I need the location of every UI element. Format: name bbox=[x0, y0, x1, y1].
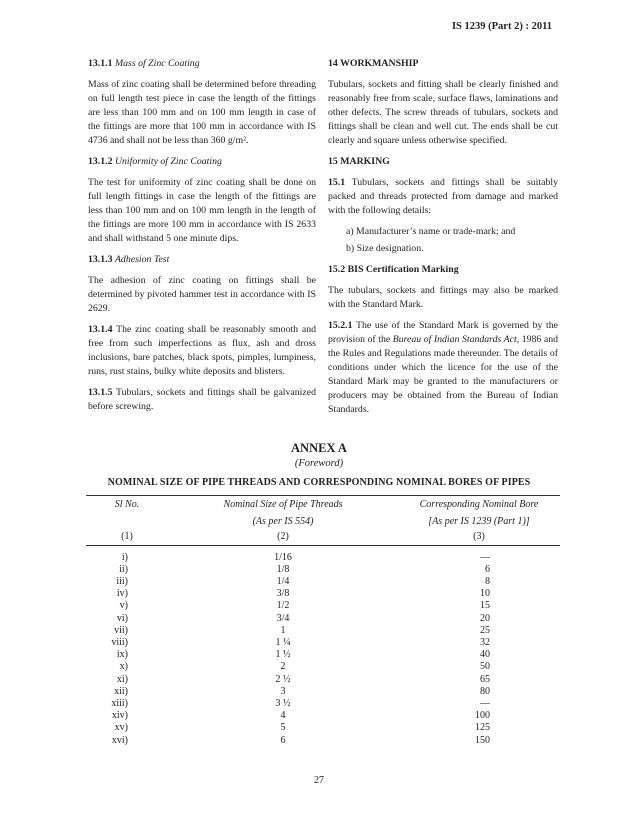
table-row bbox=[86, 698, 560, 710]
left-column bbox=[88, 57, 316, 421]
nominal-bore-cell: 20 bbox=[480, 612, 490, 624]
section-body: The zinc coating shall be reasonably smooth and free from such imperfections as flux, ash and dross inclusions, bare patches, black spots, pimples, lumpiness, runs, rust stains, bulky white deposits and blisters. bbox=[88, 324, 316, 377]
thread-size-cell: 1/4 bbox=[276, 575, 290, 587]
document-header: IS 1239 (Part 2) : 2011 bbox=[451, 21, 552, 32]
serial-number-cell: i) bbox=[121, 551, 128, 563]
section-number: 13.1.4 bbox=[88, 324, 113, 335]
column-header: [As per IS 1239 (Part 1)] bbox=[428, 516, 530, 527]
nominal-bore-cell: 15 bbox=[480, 600, 490, 612]
column-header: Sl No. bbox=[114, 499, 140, 510]
section-15-2-body: The tubulars, sockets and fittings may also be marked with the Standard Mark. bbox=[328, 285, 558, 310]
pipe-threads-table bbox=[86, 495, 560, 747]
serial-number-cell: xi) bbox=[116, 673, 128, 685]
table-row bbox=[86, 552, 560, 564]
serial-number-cell: xii) bbox=[114, 685, 128, 697]
column-header: Nominal Size of Pipe Threads bbox=[223, 499, 343, 510]
section-13-1-4 bbox=[88, 323, 316, 379]
section-14-title: 14 WORKMANSHIP bbox=[328, 58, 419, 69]
thread-size-cell: 3 bbox=[280, 685, 286, 697]
nominal-bore-cell: 10 bbox=[480, 588, 490, 600]
nominal-bore-cell: 25 bbox=[480, 624, 490, 636]
section-15-1 bbox=[328, 176, 558, 218]
section-13-1-2 bbox=[88, 155, 316, 246]
serial-number-cell: iv) bbox=[116, 588, 128, 600]
table-row bbox=[86, 600, 560, 612]
nominal-bore-cell: 125 bbox=[475, 722, 490, 734]
act-name: Bureau of Indian Standards Act bbox=[392, 334, 517, 345]
nominal-bore-cell: 80 bbox=[480, 685, 490, 697]
thread-size-cell: 3/8 bbox=[276, 588, 290, 600]
table-header-row bbox=[86, 496, 560, 514]
column-number: (2) bbox=[277, 531, 289, 542]
table-header-row-2 bbox=[86, 513, 560, 530]
column-header: (As per IS 554) bbox=[252, 516, 314, 527]
section-number: 13.1.2 bbox=[88, 156, 113, 167]
serial-number-cell: xiv) bbox=[111, 710, 128, 722]
table-caption: NOMINAL SIZE OF PIPE THREADS AND CORRESPONDING NOMINAL BORES OF PIPES bbox=[107, 477, 531, 488]
thread-size-cell: 1/16 bbox=[274, 551, 292, 563]
thread-size-cell: 1 ¼ bbox=[275, 636, 291, 648]
thread-size-cell: 4 bbox=[280, 710, 286, 722]
nominal-bore-cell: 40 bbox=[480, 649, 490, 661]
table-row bbox=[86, 625, 560, 637]
section-title: Mass of Zinc Coating bbox=[114, 58, 200, 69]
table-row bbox=[86, 710, 560, 722]
nominal-bore-cell: — bbox=[480, 551, 490, 563]
table-row bbox=[86, 649, 560, 661]
column-header bbox=[86, 513, 168, 530]
column-number: (1) bbox=[121, 531, 133, 542]
section-body: The test for uniformity of zinc coating shall be done on full length fittings in case the length of the fittings are less than 100 mm and on 100 mm length in the length of the fittings are more 100 mm in accordance with IS 2633 and shall withstand 5 one minute dips. bbox=[88, 177, 316, 244]
thread-size-cell: 1 ½ bbox=[275, 649, 291, 661]
section-15-title: 15 MARKING bbox=[328, 156, 390, 167]
annex-title: ANNEX A bbox=[291, 441, 347, 455]
right-column bbox=[328, 57, 558, 424]
section-body: Tubulars, sockets and fittings shall be galvanized before screwing. bbox=[88, 387, 316, 412]
column-number: (3) bbox=[473, 531, 485, 542]
nominal-bore-cell: 100 bbox=[475, 710, 490, 722]
section-15-2-title: 15.2 BIS Certification Marking bbox=[328, 264, 459, 275]
marking-list bbox=[346, 225, 558, 256]
section-13-1-3 bbox=[88, 253, 316, 316]
section-number: 13.1.3 bbox=[88, 254, 113, 265]
serial-number-cell: x) bbox=[119, 661, 128, 673]
section-body-post: , 1986 and the Rules and Regulations made thereunder. The details of conditions under which the licence for the use of the Standard Mark may be granted to the manufacturers or producers may be obtained from the Bureau of Indian Standards. bbox=[328, 334, 558, 415]
thread-size-cell: 3 ½ bbox=[275, 697, 291, 709]
serial-number-cell: iii) bbox=[116, 575, 128, 587]
table-row bbox=[86, 637, 560, 649]
serial-number-cell: vii) bbox=[114, 624, 128, 636]
serial-number-cell: xv) bbox=[114, 722, 128, 734]
serial-number-cell: ii) bbox=[119, 563, 128, 575]
thread-size-cell: 2 ½ bbox=[275, 673, 291, 685]
serial-number-cell: v) bbox=[119, 600, 128, 612]
section-number: 13.1.5 bbox=[88, 387, 113, 398]
table-row bbox=[86, 686, 560, 698]
thread-size-cell: 1/2 bbox=[276, 600, 290, 612]
table-row bbox=[86, 588, 560, 600]
table-row bbox=[86, 735, 560, 747]
nominal-bore-cell: 65 bbox=[480, 673, 490, 685]
section-13-1-5 bbox=[88, 386, 316, 414]
section-13-1-1 bbox=[88, 57, 316, 148]
serial-number-cell: xvi) bbox=[111, 734, 128, 746]
nominal-bore-cell: — bbox=[480, 697, 490, 709]
thread-size-cell: 5 bbox=[280, 722, 286, 734]
table-row bbox=[86, 564, 560, 576]
thread-size-cell: 1/8 bbox=[276, 563, 290, 575]
thread-size-cell: 6 bbox=[280, 734, 286, 746]
section-14-body: Tubulars, sockets and fitting shall be clearly finished and reasonably free from scale, surface flaws, laminations and other defects. The screw threads of tubulars, sockets and fittings shall be clean and well cut. The ends shall be cut clearly and square unless otherwise specified. bbox=[328, 79, 558, 146]
table-row bbox=[86, 722, 560, 734]
column-header: Corresponding Nominal Bore bbox=[419, 499, 539, 510]
list-item: b) Size designation. bbox=[346, 243, 424, 254]
table-row bbox=[86, 613, 560, 625]
nominal-bore-cell: 50 bbox=[480, 661, 490, 673]
annex-subtitle: (Foreword) bbox=[294, 458, 344, 469]
section-15-2-1 bbox=[328, 319, 558, 417]
serial-number-cell: ix) bbox=[116, 649, 128, 661]
table-row bbox=[86, 661, 560, 673]
column-number-row bbox=[86, 530, 560, 546]
section-body: The adhesion of zinc coating on fittings shall be determined by pivoted hammer test in accordance with IS 2629. bbox=[88, 275, 316, 314]
nominal-bore-cell: 150 bbox=[475, 734, 490, 746]
section-body-pre: The use of the Standard Mark is governed by the provision of the bbox=[328, 320, 558, 345]
thread-size-cell: 1 bbox=[280, 624, 286, 636]
section-number: 15.1 bbox=[328, 177, 346, 188]
section-body: Mass of zinc coating shall be determined before threading on full length test piece in case the length of the fittings are less than 100 mm and on 100 mm length in case of the fittings are more that 100 mm in accordance with IS 4736 and shall not be less than 360 g/m². bbox=[88, 79, 316, 146]
serial-number-cell: vi) bbox=[116, 612, 128, 624]
section-number: 13.1.1 bbox=[88, 58, 113, 69]
section-title: Adhesion Test bbox=[114, 254, 170, 265]
thread-size-cell: 2 bbox=[280, 661, 286, 673]
section-body: Tubulars, sockets and fittings shall be suitably packed and threads protected from damage and marked with the following details: bbox=[328, 177, 558, 216]
serial-number-cell: xiii) bbox=[111, 697, 128, 709]
table-row bbox=[86, 576, 560, 588]
serial-number-cell: viii) bbox=[111, 636, 128, 648]
section-title: Uniformity of Zinc Coating bbox=[114, 156, 222, 167]
list-item: a) Manufacturer’s name or trade-mark; and bbox=[346, 226, 516, 237]
table-row bbox=[86, 674, 560, 686]
nominal-bore-cell: 32 bbox=[480, 636, 490, 648]
nominal-bore-cell: 8 bbox=[485, 575, 490, 587]
annex-heading bbox=[0, 441, 638, 488]
thread-size-cell: 3/4 bbox=[276, 612, 290, 624]
section-number: 15.2.1 bbox=[328, 320, 353, 331]
nominal-bore-cell: 6 bbox=[485, 563, 490, 575]
table-body bbox=[86, 546, 560, 747]
page-number: 27 bbox=[314, 775, 324, 786]
